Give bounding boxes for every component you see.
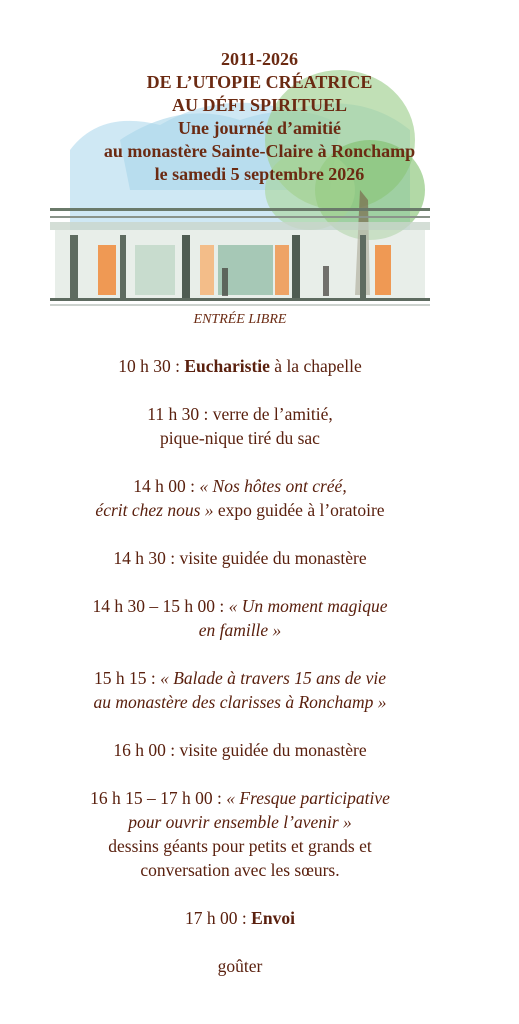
item-line: 16 h 00 : visite guidée du monastère (113, 740, 367, 760)
entry-note: ENTRÉE LIBRE (193, 312, 287, 327)
header-title-line2: AU DÉFI SPIRITUEL (171, 95, 348, 115)
item-time: 14 h 00 : (133, 476, 200, 496)
item-time: 16 h 15 – 17 h 00 : (90, 788, 227, 808)
item-detail: dessins géants pour petits et grands et (108, 836, 372, 856)
item-title: pour ouvrir ensemble l’avenir » (128, 812, 352, 832)
item-title: Eucharistie (184, 356, 270, 376)
item-line: 11 h 30 : verre de l’amitié, (147, 404, 333, 424)
item-line: pique-nique tiré du sac (160, 428, 320, 448)
program-item (0, 906, 480, 930)
item-time: 17 h 00 : (185, 908, 252, 928)
event-header (0, 48, 519, 186)
program-item (0, 354, 480, 378)
item-title: « Un moment magique (228, 596, 388, 616)
item-time: 10 h 30 : (118, 356, 185, 376)
item-title: « Fresque participative (226, 788, 390, 808)
item-title: « Nos hôtes ont créé, (199, 476, 347, 496)
item-time: 14 h 30 – 15 h 00 : (92, 596, 229, 616)
header-title-line1: DE L’UTOPIE CRÉATRICE (146, 72, 373, 92)
program-item (0, 738, 480, 762)
program-item (0, 402, 480, 450)
item-time: 15 h 15 : (93, 668, 161, 688)
item-title: « Balade à travers 15 ans de vie (160, 668, 387, 688)
item-line: 14 h 30 : visite guidée du monastère (113, 548, 367, 568)
item-detail: à la chapelle (269, 356, 362, 376)
header-location: au monastère Sainte-Claire à Ronchamp (103, 141, 416, 161)
header-subtitle: Une journée d’amitié (178, 118, 341, 138)
item-line: goûter (217, 956, 263, 976)
item-title: Envoi (251, 908, 295, 928)
header-years: 2011-2026 (220, 49, 298, 69)
header-date: le samedi 5 septembre 2026 (154, 164, 365, 184)
program-item (0, 546, 480, 570)
item-detail: expo guidée à l’oratoire (213, 500, 385, 520)
program-item (0, 786, 480, 882)
program-list (0, 354, 480, 1002)
item-title: au monastère des clarisses à Ronchamp » (93, 692, 387, 712)
item-detail: conversation avec les sœurs. (140, 860, 340, 880)
program-item (0, 474, 480, 522)
item-title: en famille » (198, 620, 282, 640)
program-item (0, 666, 480, 714)
program-item (0, 594, 480, 642)
item-title: écrit chez nous » (95, 500, 214, 520)
program-item (0, 954, 480, 978)
